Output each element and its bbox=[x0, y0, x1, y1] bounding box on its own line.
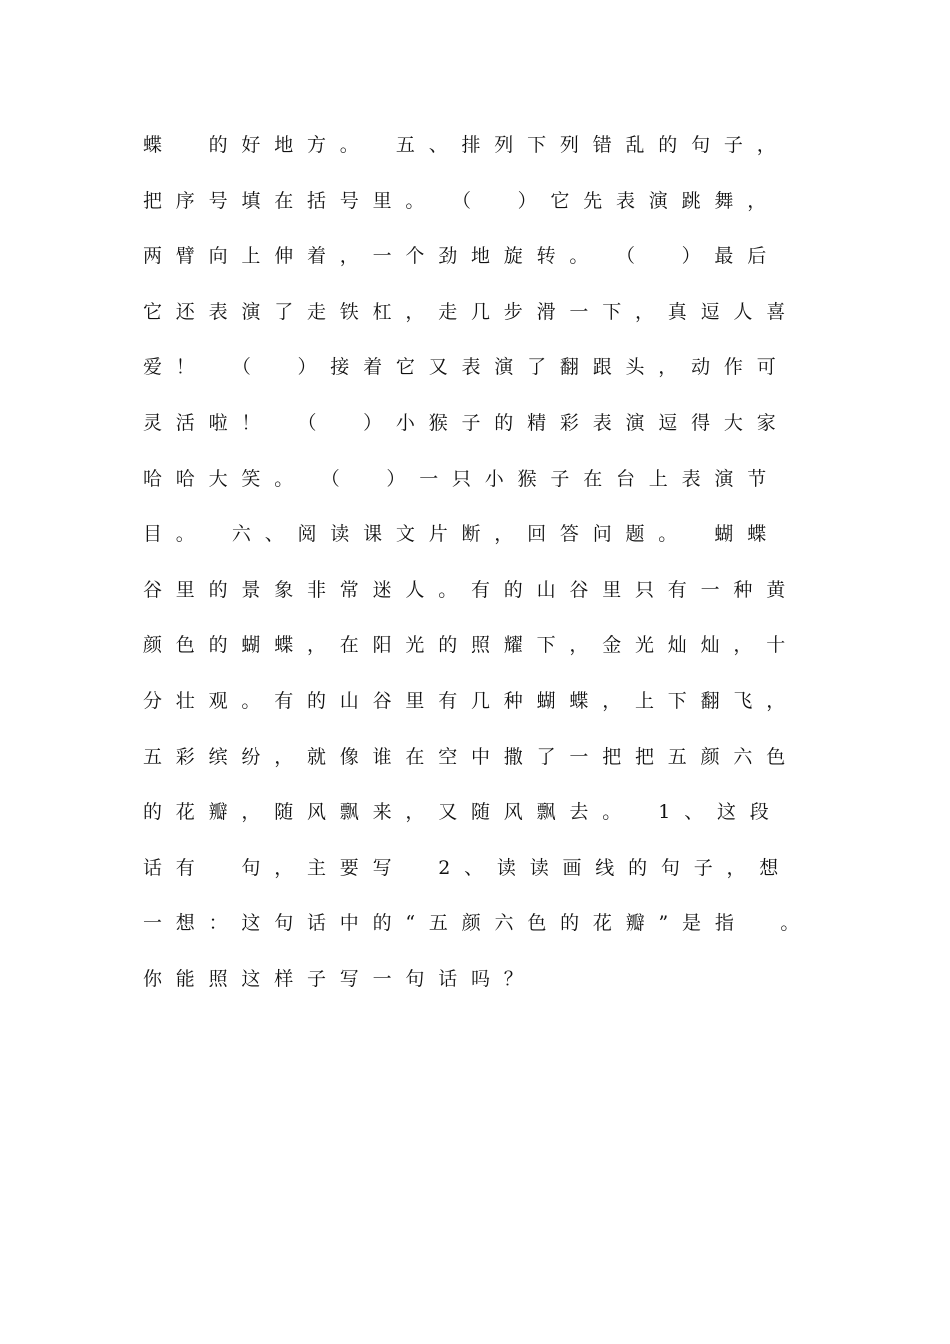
text-line: 话有 句，主要写 2、读读画线的句子，想 bbox=[143, 856, 793, 879]
text-line: 它还表演了走铁杠，走几步滑一下，真逗人喜 bbox=[143, 300, 800, 323]
text-line: 目。 六、阅读课文片断，回答问题。 蝴蝶 bbox=[143, 523, 781, 546]
text-line: 蝶 的好地方。 五、排列下列错乱的句子， bbox=[143, 134, 790, 156]
text-line: 分壮观。有的山谷里有几种蝴蝶，上下翻飞， bbox=[143, 689, 800, 712]
text-line: 两臂向上伸着，一个劲地旋转。 （ ）最后 bbox=[143, 245, 781, 268]
text-line: 颜色的蝴蝶，在阳光的照耀下，金光灿灿，十 bbox=[143, 634, 800, 657]
text-line: 把序号填在括号里。 （ ）它先表演跳舞， bbox=[143, 189, 781, 212]
body-text bbox=[143, 126, 823, 1016]
text-line: 你能照这样子写一句话吗？ bbox=[143, 967, 537, 990]
text-line: 谷里的景象非常迷人。有的山谷里只有一种黄 bbox=[143, 578, 800, 601]
text-line: 哈哈大笑。 （ ）一只小猴子在台上表演节 bbox=[143, 467, 781, 490]
text-line: 的花瓣，随风飘来，又随风飘去。 1、这段 bbox=[143, 801, 783, 824]
text-line: 爱！ （ ）接着它又表演了翻跟头，动作可 bbox=[143, 356, 790, 379]
text-line: 一想：这句话中的“五颜六色的花瓣”是指 。 bbox=[143, 912, 814, 935]
text-line: 灵活啦！ （ ）小猴子的精彩表演逗得大家 bbox=[143, 411, 790, 434]
text-line: 五彩缤纷，就像谁在空中撒了一把把五颜六色 bbox=[143, 745, 800, 768]
